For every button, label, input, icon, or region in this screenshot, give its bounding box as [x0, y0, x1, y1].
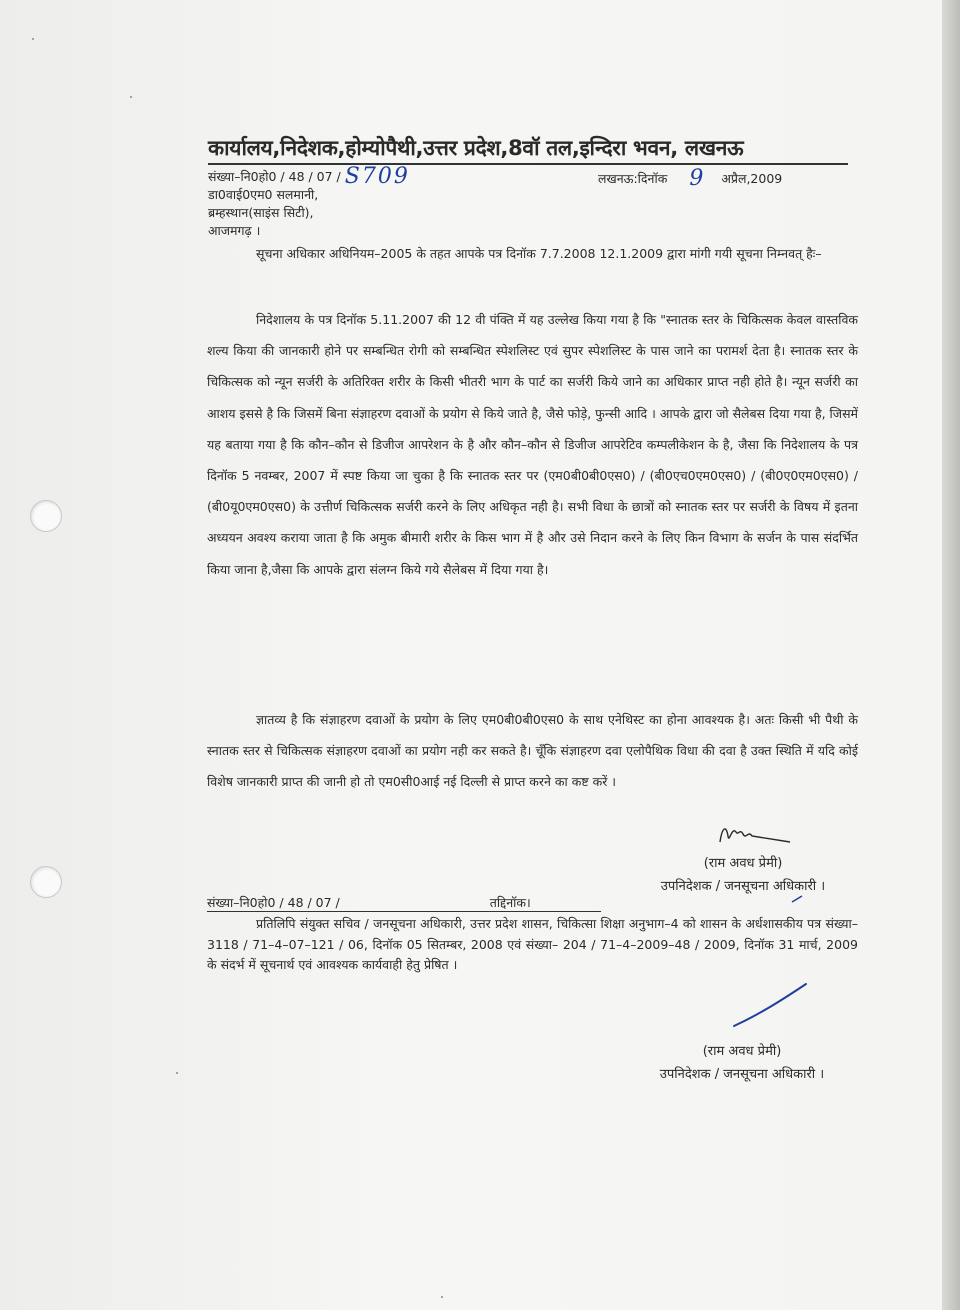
body-paragraph-main: निदेशालय के पत्र दिनॉक 5.11.2007 की 12 वी पंक्ति में यह उल्लेख किया गया है कि "स्नातक स्तर के चिकित्सक केवल वास्तविक शल्य किया की जानकारी होने पर सम्बन्धित रोगी को सम्बन्धित स्पेशलिस्ट एवं सुपर स्पेशलिस्ट के पास जाने का परामर्श देता है। स्नातक स्तर के चिकित्सक को न्यून सर्जरी के अतिरिक्त शरीर के किसी भीतरी भाग के पार्ट का सर्जरी किये जाने का अधिकार प्राप्त नही होते है। न्यून सर्जरी का आशय इससे है कि जिसमें बिना संज्ञाहरण दवाओं के प्रयोग से किये जाते है, जैसे फोड़े, फुन्सी आदि । आपके द्वारा जो सैलेबस दिया गया है, जिसमें यह बताया गया है कि कौन–कौन से डिजीज आपरेशन के है और कौन–कौन से डिजीज आपरेटिव कम्पलीकेशन के है, जैसा कि निदेशालय के पत्र दिनॉक 5 नवम्बर, 2007 में स्पष्ट किया जा चुका है कि स्नातक स्तर पर (एम0बी0बी0एस0) / (बी0एच0एम0एस0) / (बी0ए0एम0एस0) / (बी0यू0एम0एस0) के उत्तीर्ण चिकित्सक सर्जरी करने के लिए अधिकृत नही है। सभी विधा के छात्रों को स्नातक स्तर पर सर्जरी के विषय में इतना अध्ययन अवश्य कराया जाता है कि अमुक बीमारी शरीर के किस भाग में है और उसे निदान करने के लिए किन विभाग के सर्जन के पास संदर्भित किया जाना है,जैसा कि आपके द्वारा संलग्न किये गये सैलेबस में दिया गया है। [207, 312, 858, 577]
copy-distribution-text: प्रतिलिपि संयुक्त सचिव / जनसूचना अधिकारी, उत्तर प्रदेश शासन, चिकित्सा शिक्षा अनुभाग–4 को शासन के अर्धशासकीय पत्र संख्या–3118 / 71–4–07–121 / 06, दिनॉक 05 सितम्बर, 2008 एवं संख्या– 204 / 71–4–2009–48 / 2009, दिनॉक 31 मार्च, 2009 के संदर्भ में सूचनार्थ एवं आवश्यक कार्यवाही हेतु प्रेषित । [207, 916, 858, 973]
page-edge-shadow [942, 0, 960, 1310]
punch-hole-top [30, 500, 62, 532]
signatory-name: (राम अवध प्रेमी) [702, 1044, 782, 1059]
signature-scribble [716, 818, 796, 852]
scan-speck [32, 38, 34, 40]
date-month-year: अप्रैल,2009 [721, 171, 783, 186]
signatory-designation: उपनिदेशक / जनसूचना अधिकारी । [659, 1067, 825, 1082]
reference-line [208, 164, 410, 189]
pen-signature-stroke [730, 980, 810, 1030]
copy-reference-line [207, 894, 601, 912]
body-paragraph-intro: सूचना अधिकार अधिनियम–2005 के तहत आपके पत्र दिनॉक 7.7.2008 12.1.2009 द्वारा मांगी गयी सूचना निम्नवत् हैः– [256, 246, 822, 261]
recipient-address [208, 186, 318, 240]
pen-tick-mark [790, 894, 804, 904]
recipient-line: डा0वाई0एम0 सलमानी, [208, 187, 319, 202]
signature-block-1 [632, 852, 854, 898]
recipient-line: ब्रम्हस्थान(साइंस सिटी), [208, 205, 314, 220]
date-label: लखनऊ:दिनॉक [598, 171, 668, 186]
scan-speck [130, 96, 132, 98]
scan-speck [176, 1072, 178, 1074]
copy-reference-number: संख्या–नि0हो0 / 48 / 07 / [207, 895, 340, 910]
reference-number: संख्या–नि0हो0 / 48 / 07 / [208, 169, 341, 184]
body-paragraph-closing: ज्ञातव्य है कि संज्ञाहरण दवाओं के प्रयोग के लिए एम0बी0बी0एस0 के साथ एनेथिस्ट का होना आवश्यक है। अतः किसी भी पैथी के स्नातक स्तर से चिकित्सक संज्ञाहरण दवाओं का प्रयोग नही कर सकते है। चूँकि संज्ञाहरण दवा एलोपैथिक विधा की दवा है उक्त स्थिति में यदि कोई विशेष जानकारी प्राप्त की जानी हो तो एम0सी0आई नई दिल्ली से प्राप्त करने का कष्ट करें । [207, 712, 858, 790]
scan-speck [441, 1296, 443, 1298]
date-line [598, 166, 783, 191]
punch-hole-bottom [30, 866, 62, 898]
signatory-designation: उपनिदेशक / जनसूचना अधिकारी । [660, 879, 826, 894]
signature-block-2 [626, 1040, 858, 1086]
copy-reference-date: तद्दिनॉक। [489, 895, 531, 910]
handwritten-date-day: 9 [689, 166, 704, 191]
handwritten-reference-number: S709 [344, 164, 410, 189]
recipient-line: आजमगढ़ । [208, 223, 261, 238]
office-heading: कार्यालय,निदेशक,होम्योपैथी,उत्तर प्रदेश,8वॉ तल,इन्दिरा भवन, लखनऊ [208, 134, 848, 165]
signatory-name: (राम अवध प्रेमी) [703, 856, 783, 871]
